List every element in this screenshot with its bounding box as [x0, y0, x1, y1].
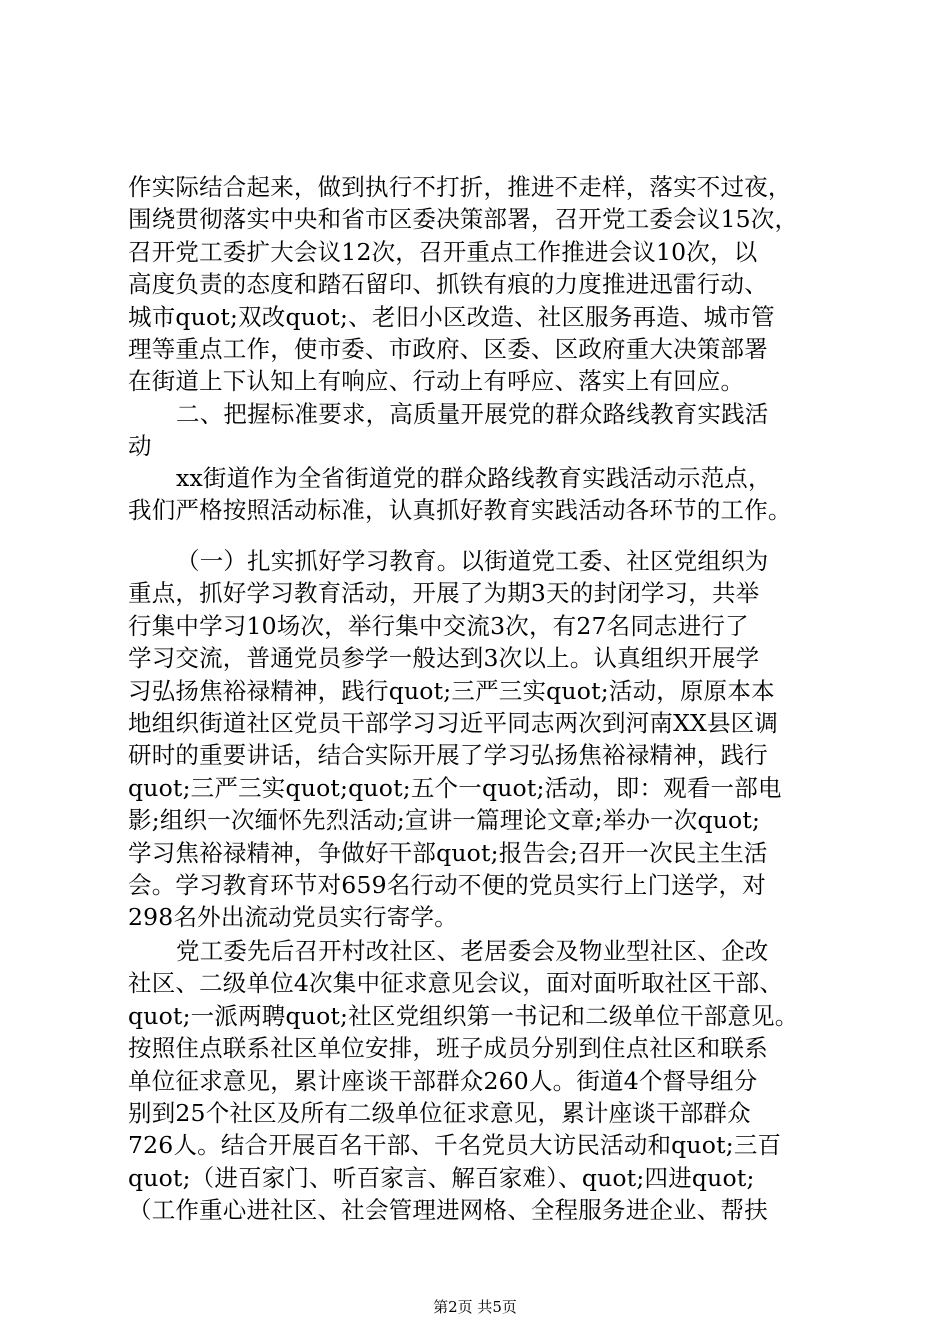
text-line: quot;一派两聘quot;社区党组织第一书记和二级单位干部意见。 [128, 1001, 799, 1030]
text-line: 影;组织一次缅怀先烈活动;宣讲一篇理论文章;举办一次quot; [128, 806, 761, 835]
text-line: 单位征求意见，累计座谈干部群众260人。街道4个督导组分 [128, 1066, 758, 1095]
paragraph-study-education [128, 545, 828, 934]
text-line: 行集中学习10场次，举行集中交流3次，有27名同志进行了 [128, 611, 749, 640]
text-line: 学习焦裕禄精神，争做好干部quot;报告会;召开一次民主生活 [128, 838, 768, 867]
paragraph-demonstration-site [128, 462, 828, 527]
text-line: 社区、二级单位4次集中征求意见会议，面对面听取社区干部、 [128, 969, 784, 998]
heading-line: 动 [128, 432, 152, 461]
text-line: 理等重点工作，使市委、市政府、区委、区政府重大决策部署 [128, 335, 768, 364]
paragraph-opinion-solicitation [128, 935, 828, 1227]
text-line: （工作重心进社区、社会管理进网格、全程服务进企业、帮扶 [128, 1196, 768, 1225]
text-line: 在街道上下认知上有响应、行动上有呼应、落实上有回应。 [128, 367, 745, 396]
text-line: 我们严格按照活动标准，认真抓好教育实践活动各环节的工作。 [128, 496, 792, 525]
text-line: （一）扎实抓好学习教育。以街道党工委、社区党组织为 [176, 547, 769, 575]
text-line: 726人。结合开展百名干部、千名党员大访民活动和quot;三百 [128, 1131, 782, 1160]
text-line: 298名外出流动党员实行寄学。 [128, 903, 458, 932]
text-line: 召开党工委扩大会议12次，召开重点工作推进会议10次，以 [128, 237, 758, 266]
text-line: 研时的重要讲话，结合实际开展了学习弘扬焦裕禄精神，践行 [128, 741, 768, 770]
text-line: 重点，抓好学习教育活动，开展了为期3天的封闭学习，共举 [128, 579, 760, 608]
paragraph-decision-implementation [128, 171, 828, 398]
text-line: 作实际结合起来，做到执行不打折，推进不走样，落实不过夜， [128, 173, 792, 201]
text-line: 学习交流，普通党员参学一般达到3次以上。认真组织开展学 [128, 644, 760, 673]
heading-line: 二、把握标准要求，高质量开展党的群众路线教育实践活 [176, 400, 769, 428]
section-heading-two [128, 398, 828, 463]
page-number-footer: 第2页 共5页 [433, 1298, 517, 1316]
text-line: 围绕贯彻落实中央和省市区委决策部署，召开党工委会议15次， [128, 205, 799, 234]
text-line: 会。学习教育环节对659名行动不便的党员实行上门送学，对 [128, 871, 766, 900]
text-line: quot;（进百家门、听百家言、解百家难）、quot;四进quot; [128, 1163, 755, 1192]
text-line: 按照住点联系社区单位安排，班子成员分别到住点社区和联系 [128, 1034, 768, 1063]
text-line: quot;三严三实quot;quot;五个一quot;活动，即：观看一部电 [128, 773, 782, 802]
text-line: 高度负责的态度和踏石留印、抓铁有痕的力度推进迅雷行动、 [128, 270, 768, 299]
text-line: 别到25个社区及所有二级单位征求意见，累计座谈干部群众 [128, 1099, 751, 1128]
text-line: 地组织街道社区党员干部学习习近平同志两次到河南XX县区调 [128, 709, 779, 738]
text-line: 党工委先后召开村改社区、老居委会及物业型社区、企改 [176, 937, 769, 965]
text-line: xx街道作为全省街道党的群众路线教育实践活动示范点， [176, 464, 772, 492]
text-line: 习弘扬焦裕禄精神，践行quot;三严三实quot;活动，原原本本 [128, 676, 775, 705]
text-line: 城市quot;双改quot;、老旧小区改造、社区服务再造、城市管 [128, 302, 775, 331]
